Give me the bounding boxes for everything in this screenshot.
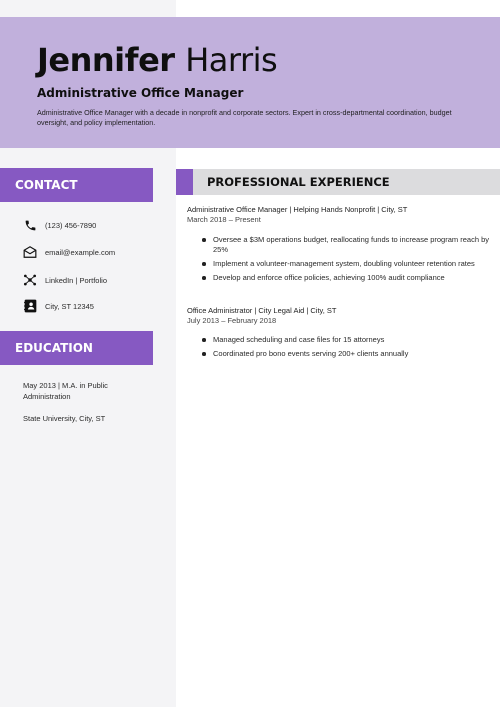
resume-header xyxy=(0,17,500,148)
job-1-header: Administrative Office Manager | Helping Hands Nonprofit | City, ST xyxy=(187,205,408,214)
first-name: Jennifer xyxy=(37,41,175,79)
network-icon xyxy=(22,272,38,288)
contact-links xyxy=(22,271,107,289)
job-2-header: Office Administrator | City Legal Aid | City, ST xyxy=(187,306,337,315)
contact-email xyxy=(22,243,115,261)
education-heading: EDUCATION xyxy=(0,331,153,365)
phone-text: (123) 456-7890 xyxy=(45,220,97,230)
job-1-bullets xyxy=(200,235,490,287)
list-item: Implement a volunteer-management system, doubling volunteer retention rates xyxy=(200,259,490,269)
list-item: Develop and enforce office policies, achieving 100% audit compliance xyxy=(200,273,490,283)
links-text: LinkedIn | Portfolio xyxy=(45,275,107,285)
candidate-name xyxy=(37,40,277,80)
list-item: Oversee a $3M operations budget, reallocating funds to increase program reach by 25% xyxy=(200,235,490,255)
job-2-dates: July 2013 – February 2018 xyxy=(187,316,277,325)
list-item: Coordinated pro bono events serving 200+ clients annually xyxy=(200,349,490,359)
summary: Administrative Office Manager with a decade in nonprofit and corporate sectors. Expert in cross-departmental coordination, budget oversight, and policy implementation. xyxy=(37,108,452,127)
experience-accent xyxy=(176,169,193,195)
contact-heading: CONTACT xyxy=(0,168,153,202)
job-1-dates: March 2018 – Present xyxy=(187,215,261,224)
phone-icon xyxy=(22,217,38,233)
education-school: State University, City, ST xyxy=(23,414,106,423)
education-degree: May 2013 | M.A. in Public Administration xyxy=(23,381,108,401)
experience-heading: PROFESSIONAL EXPERIENCE xyxy=(193,169,500,195)
last-name: Harris xyxy=(185,41,278,79)
list-item: Managed scheduling and case files for 15 attorneys xyxy=(200,335,490,345)
envelope-icon xyxy=(22,244,38,260)
job-2-bullets xyxy=(200,335,490,363)
job-title: Administrative Office Manager xyxy=(37,86,244,100)
contact-card-icon xyxy=(22,298,38,314)
address-text: City, ST 12345 xyxy=(45,301,94,311)
contact-phone xyxy=(22,216,96,234)
email-text: email@example.com xyxy=(45,247,116,257)
contact-address xyxy=(22,297,94,315)
